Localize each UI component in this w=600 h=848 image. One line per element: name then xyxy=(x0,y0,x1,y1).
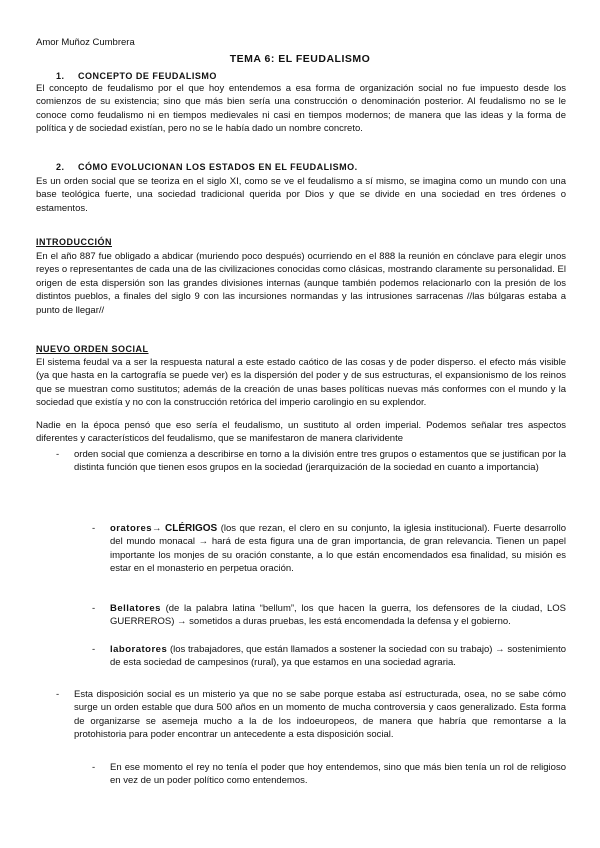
bullet-disposicion-social: Esta disposición social es un misterio ya que no se sabe porque estaba así estructurada, osea, no se sabe cómo surge un orden estable que dura 500 años en un momento de mucha controversia y caos generalizado. Esta forma de organizarse se asemeja mucho a la de los indoeuropeos, de manera que habría que remontarse a la protohistoria para poder encontrar un antecedente a esta disposición social. xyxy=(74,689,566,741)
sub-bullet-bellatores xyxy=(110,602,566,629)
oratores-text: (los que rezan, el clero en su conjunto, la iglesia institucional). Fuerte desarrollo del mundo monacal → hará de esta figura una de gran importancia, de gran relevancia. Tienen un papel importante los monjes de su oración constante, a lo que están encomendados esa finalidad, su misión es estar en el monasterio en perpetua oración. xyxy=(110,523,566,575)
section-1-heading xyxy=(56,71,217,81)
sub-bullet-dash: - xyxy=(92,644,96,655)
nuevo-orden-heading: NUEVO ORDEN SOCIAL xyxy=(36,344,149,354)
bullet-dash: - xyxy=(56,689,60,700)
term-oratores: oratores xyxy=(110,523,153,534)
author-name: Amor Muñoz Cumbrera xyxy=(36,37,135,48)
bellatores-text: (de la palabra latina “bellum”, los que hacen la guerra, los defensores de la ciudad, LOS GUERREROS) → sometidos a duras pruebas, les está encomendada la defensa y el gobierno. xyxy=(110,603,566,628)
sub-bullet-laboratores xyxy=(110,643,566,670)
section-2-heading xyxy=(56,162,358,172)
sub-bullet-dash: - xyxy=(92,523,96,534)
sub-bullet-dash: - xyxy=(92,603,96,614)
introduccion-heading: INTRODUCCIÓN xyxy=(36,237,112,247)
section-1-paragraph: El concepto de feudalismo por el que hoy entendemos a esa forma de organización social no fue impuesto desde los comienzos de su existencia; sino que más bien sería una construcción o denominación posterior. Al feudalismo no se le conoce como feudalismo ni en tiempos medievales ni casi en tiempos modernos; de manera que las ideas y la forma de política y de sociedad existían, pero no se le había dado un nombre concreto. xyxy=(36,83,566,135)
oratores-arrow: → xyxy=(152,523,162,534)
section-1-title: CONCEPTO DE FEUDALISMO xyxy=(78,71,217,81)
sub-bullet-oratores xyxy=(110,522,566,576)
nuevo-orden-paragraph-2: Nadie en la época pensó que eso sería el feudalismo, un sustituto al orden imperial. Podemos señalar tres aspectos diferentes y característicos del feudalismo, que se manifestaron de manera clarividente xyxy=(36,420,566,445)
term-clerigos: CLÉRIGOS xyxy=(165,523,218,534)
section-1-number: 1. xyxy=(56,71,65,81)
laboratores-text: (los trabajadores, que están llamados a sostener la sociedad con su trabajo) → sostenimiento de esta sociedad de campesinos (rural), ya que estamos en una sociedad agraria. xyxy=(110,644,566,669)
document-title: TEMA 6: EL FEUDALISMO xyxy=(229,53,371,65)
sub-bullet-dash: - xyxy=(92,762,96,773)
bullet-dash: - xyxy=(56,449,60,460)
section-2-paragraph: Es un orden social que se teoriza en el siglo XI, como se ve el feudalismo a sí mismo, se imagina como un mundo con una base teológica fuerte, una sociedad tradicional querida por Dios y que se divide en una sociedad en tres órdenes o estamentos. xyxy=(36,176,566,214)
term-laboratores: laboratores xyxy=(110,644,168,655)
sub-bullet-rey: En ese momento el rey no tenía el poder que hoy entendemos, sino que más bien tenía un rol de religioso en vez de un poder político como entendemos. xyxy=(110,762,566,787)
section-2-title: CÓMO EVOLUCIONAN LOS ESTADOS EN EL FEUDALISMO. xyxy=(78,162,358,172)
section-2-number: 2. xyxy=(56,162,65,172)
introduccion-paragraph: En el año 887 fue obligado a abdicar (muriendo poco después) ocurriendo en el 888 la reunión en cónclave para elegir unos reyes o representantes de cada una de las civilizaciones conocidas como clásicas, mostrando claramente su personalidad. El origen de esta dispersión son las grandes divisiones internas (aunque también podemos relacionarlo con la presión de los distintos pueblos, a finales del siglo 9 con las incursiones normandas y las intrusiones sarracenas //las búlgaras estaba a punto de llegar// xyxy=(36,251,566,316)
bullet-orden-social: orden social que comienza a describirse en torno a la división entre tres grupos o estamentos que se justifican por la distinta función que tienen esos grupos en la sociedad (jerarquización de la sociedad en cuanto a importancia) xyxy=(74,449,566,474)
term-bellatores: Bellatores xyxy=(110,603,161,614)
nuevo-orden-paragraph-1: El sistema feudal va a ser la respuesta natural a este estado caótico de las cosas y de poder disperso. el efecto más visible (ya que hasta en la cartografía se puede ver) es la dispersión del poder y de sus estructuras, el expansionismo de los reinos que se muestran como sustitutos; además de la creación de unas bases políticas nuevas más conformes con el mundo y la sociedad que existía y no con la construcción retórica del imperio carolingio en su explendor. xyxy=(36,357,566,409)
